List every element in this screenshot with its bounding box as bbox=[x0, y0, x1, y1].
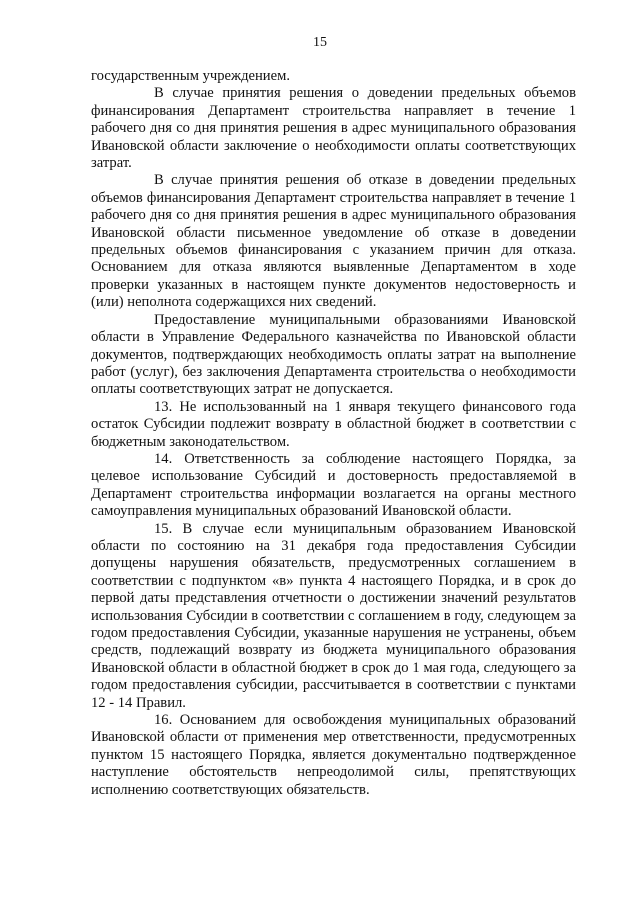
paragraph-item-16: 16. Основанием для освобождения муниципальных образований Ивановской области от применения мер ответственности, предусмотренных пунктом 15 настоящего Порядка, является документально подтвержденное наступление обстоятельств непреодолимой силы, препятствующих исполнению соответствующих обязательств. bbox=[91, 712, 576, 798]
paragraph-treasury-submission: Предоставление муниципальными образованиями Ивановской области в Управление Федерального казначейства по Ивановской области документов, подтверждающих необходимость оплаты затрат на выполнение работ (услуг), без заключения Департамента строительства о необходимости оплаты соответствующих затрат не допускается. bbox=[91, 311, 576, 398]
paragraph-item-14: 14. Ответственность за соблюдение настоящего Порядка, за целевое использование Субсидий и достоверность предоставляемой в Департамент строительства информации возлагается на органы местного самоуправления муниципальных образований Ивановской области. bbox=[91, 450, 576, 520]
paragraph-item-15: 15. В случае если муниципальным образованием Ивановской области по состоянию на 31 декабря года предоставления Субсидии допущены нарушения обязательств, предусмотренных соглашением в соответствии с подпунктом «в» пункта 4 настоящего Порядка, и в срок до первой даты представления отчетности о достижении значений результатов использования Субсидии в соответствии с соглашением в году, следующем за годом предоставления Субсидии, указанные нарушения не устранены, объем средств, подлежащий возврату из бюджета муниципального образования Ивановской области в областной бюджет в срок до 1 мая года, следующего за годом предоставления субсидии, рассчитывается в соответствии с пунктами 12 - 14 Правил. bbox=[91, 520, 576, 711]
paragraph-continuation: государственным учреждением. bbox=[91, 68, 290, 84]
document-body bbox=[91, 68, 576, 799]
page-number: 15 bbox=[313, 35, 327, 50]
paragraph-item-13: 13. Не использованный на 1 января текущего финансового года остаток Субсидии подлежит возврату в областной бюджет в соответствии с бюджетным законодательством. bbox=[91, 398, 576, 450]
paragraph-funding-refusal: В случае принятия решения об отказе в доведении предельных объемов финансирования Департамент строительства направляет в течение 1 рабочего дня со дня принятия решения в адрес муниципального образования Ивановской области письменное уведомление об отказе в доведении предельных объемов финансирования с указанием причин для отказа. Основанием для отказа являются выявленные Департаментом в ходе проверки указанных в настоящем пункте документов недостоверность и (или) неполнота содержащихся них сведений. bbox=[91, 172, 576, 311]
paragraph-funding-approval: В случае принятия решения о доведении предельных объемов финансирования Департамент строительства направляет в течение 1 рабочего дня со дня принятия решения в адрес муниципального образования Ивановской области заключение о необходимости оплаты соответствующих затрат. bbox=[91, 85, 576, 172]
